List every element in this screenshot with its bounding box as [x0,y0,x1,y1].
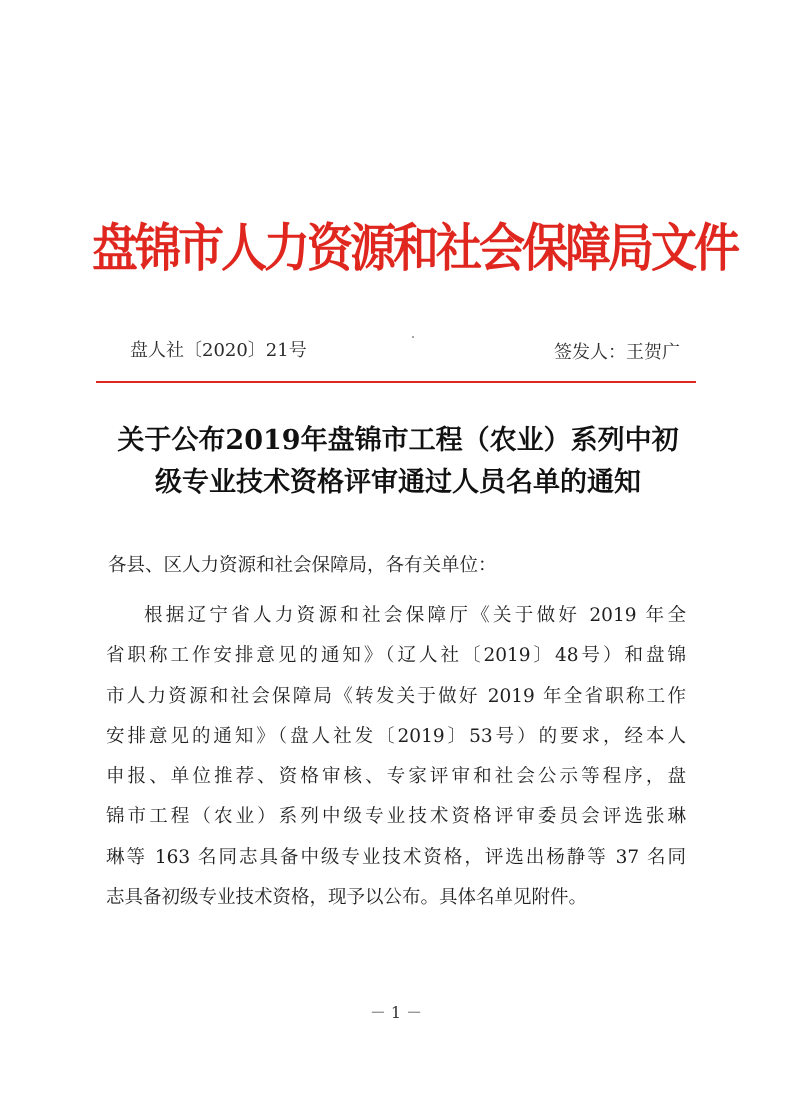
document-number: 盘人社〔2020〕21号 [130,340,307,361]
body-line: 申报、单位推荐、资格审核、专家评审和社会公示等程序，盘 [106,766,686,788]
title-line-1: 关于公布2019年盘锦市工程（农业）系列中初 [117,425,679,456]
body-line: 安排意见的通知》（盘人社发〔2019〕53号）的要求，经本人 [106,725,686,747]
notice-title [98,420,698,504]
body-line: 锦市工程（农业）系列中级专业技术资格评审委员会评选张琳 [106,806,686,828]
issuer-signatory: 签发人：王贺广 [554,342,680,363]
body-line: 志具备初级专业技术资格，现予以公布。具体名单见附件。 [106,887,588,909]
page-number: － 1 － [369,1003,423,1022]
body-line: 根据辽宁省人力资源和社会保障厅《关于做好 2019 年全 [144,605,686,626]
body-line: 市人力资源和社会保障局《转发关于做好 2019 年全省职称工作 [106,685,686,707]
salutation: 各县、区人力资源和社会保障局，各有关单位： [108,555,497,576]
body-line: 省职称工作安排意见的通知》（辽人社〔2019〕48号）和盘锦 [106,645,686,667]
agency-masthead: 盘锦市人力资源和社会保障局文件 [92,218,737,279]
scan-speck [412,336,414,338]
body-line: 琳等 163 名同志具备中级专业技术资格，评选出杨静等 37 名同 [106,846,686,868]
title-line-2: 级专业技术资格评审通过人员名单的通知 [155,467,641,498]
red-header-rule [96,381,696,383]
body-paragraph [106,596,686,918]
